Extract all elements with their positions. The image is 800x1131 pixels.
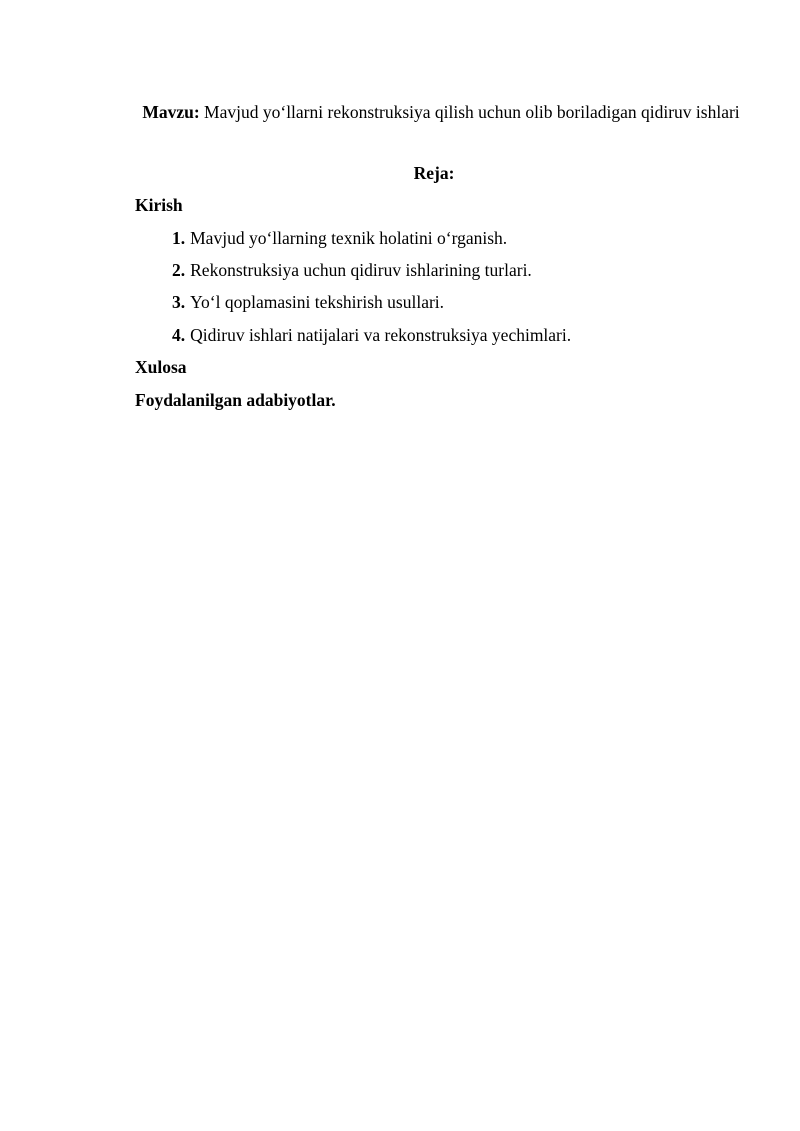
- plan-item-text: Yo‘l qoplamasini tekshirish usullari.: [190, 292, 445, 312]
- plan-item-number: 4.: [172, 325, 186, 345]
- conclusion-heading: Xulosa: [135, 357, 187, 377]
- plan-item-number: 3.: [172, 292, 186, 312]
- intro-heading: Kirish: [135, 195, 183, 215]
- topic-text: Mavjud yo‘llarni rekonstruksiya qilish uchun olib boriladigan qidiruv ishlari: [204, 102, 740, 122]
- plan-item-number: 1.: [172, 228, 186, 248]
- plan-item: [172, 227, 507, 249]
- plan-item-text: Mavjud yo‘llarning texnik holatini o‘rganish.: [190, 228, 508, 248]
- plan-item-number: 2.: [172, 260, 186, 280]
- topic-label: Mavzu:: [142, 102, 200, 122]
- plan-item: [172, 324, 571, 346]
- plan-item: [172, 291, 444, 313]
- plan-item-text: Rekonstruksiya uchun qidiruv ishlarining turlari.: [190, 260, 532, 280]
- plan-item: [172, 259, 532, 281]
- plan-item-text: Qidiruv ishlari natijalari va rekonstruksiya yechimlari.: [190, 325, 572, 345]
- topic-line: [136, 96, 746, 129]
- references-heading: Foydalanilgan adabiyotlar.: [135, 390, 336, 410]
- plan-title: Reja:: [413, 163, 455, 183]
